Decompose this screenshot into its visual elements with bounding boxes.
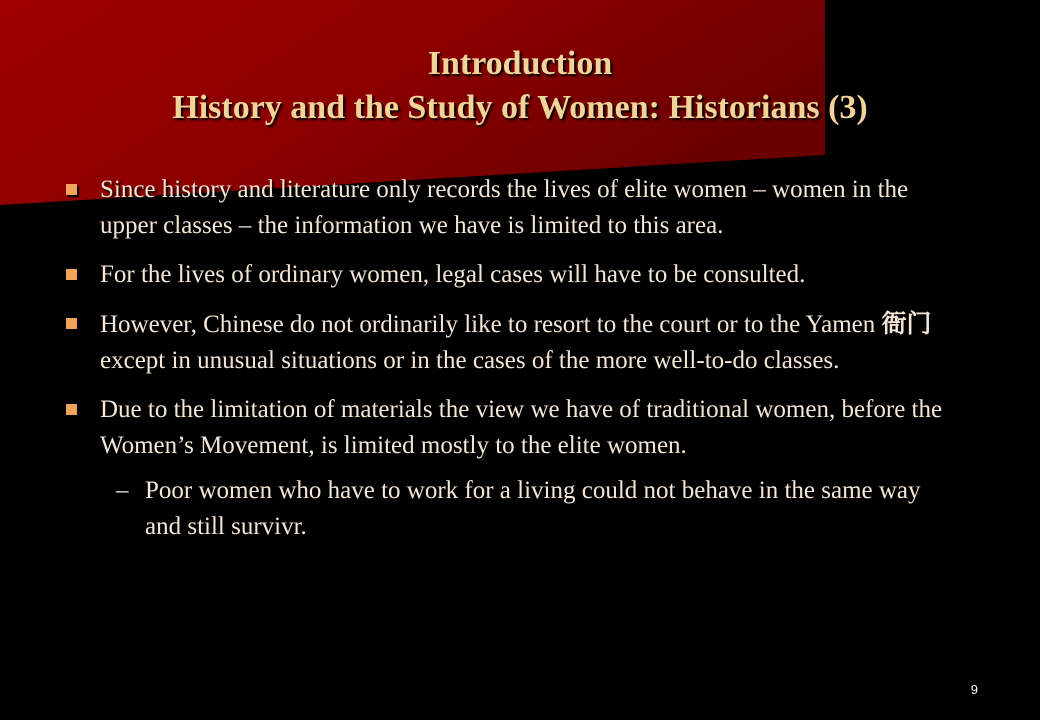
sub-bullet-item-poor-women (64, 473, 954, 545)
square-bullet-icon (66, 404, 77, 415)
square-bullet-icon (66, 318, 77, 329)
square-bullet-icon (66, 184, 77, 195)
bullet-text: For the lives of ordinary women, legal cases will have to be consulted. (100, 261, 806, 288)
bullet-item-elite-women (64, 172, 954, 244)
bullet-item-legal-cases (64, 257, 954, 293)
bullet-text: Since history and literature only records the lives of elite women – women in the upper classes – the information we have is limited to this area. (100, 176, 909, 239)
square-bullet-icon (66, 269, 77, 280)
bullet-text-before: However, Chinese do not ordinarily like to resort to the court or to the Yamen (100, 311, 882, 338)
bullet-item-yamen (64, 306, 954, 379)
bullet-item-limitation (64, 392, 954, 464)
page-number: 9 (970, 682, 978, 697)
bullet-list (64, 172, 954, 545)
sub-bullet-text: Poor women who have to work for a living could not behave in the same way and still survivr. (145, 477, 921, 540)
bullet-text: Due to the limitation of materials the view we have of traditional women, before the Women’s Movement, is limited mostly to the elite women. (100, 396, 943, 459)
yamen-chinese-text: 衙门 (881, 309, 932, 338)
bullet-text-after: except in unusual situations or in the cases of the more well-to-do classes. (100, 347, 840, 374)
dash-bullet-icon: – (116, 477, 129, 504)
title-line-subtitle: History and the Study of Women: Historians (3) (172, 89, 868, 126)
title-line-introduction: Introduction (427, 45, 613, 82)
slide-title (40, 42, 1000, 130)
